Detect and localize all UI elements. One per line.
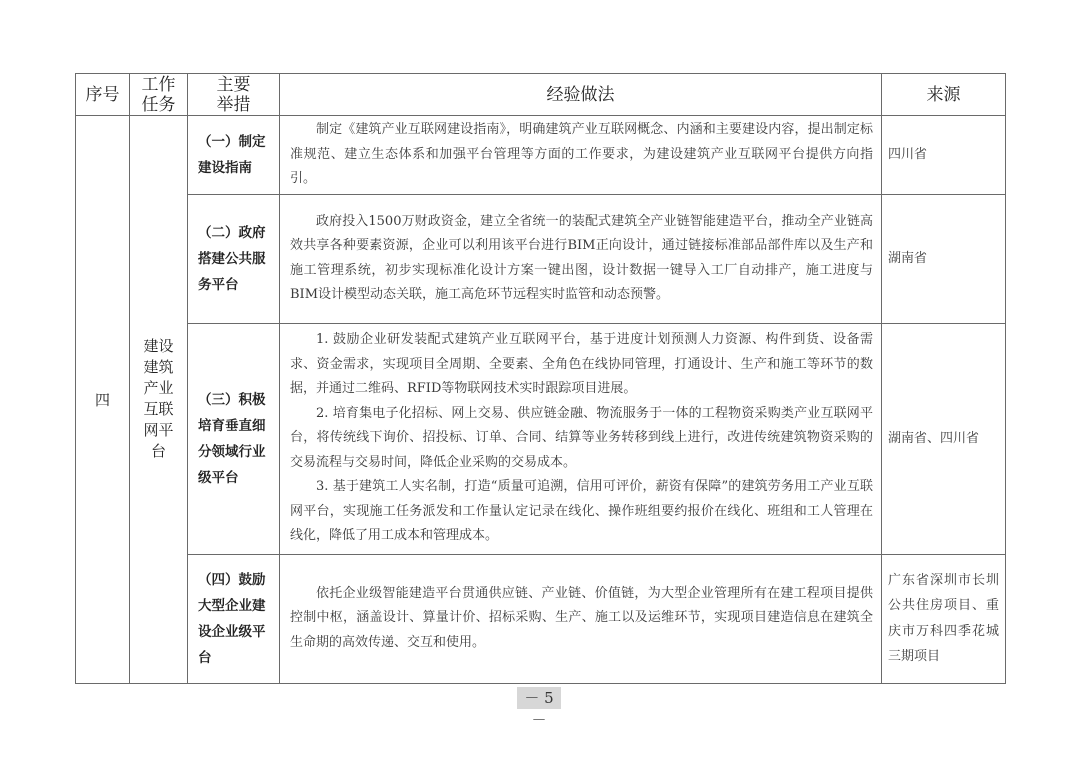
source-cell: 湖南省、四川省	[882, 323, 1006, 554]
table-row	[76, 116, 1006, 195]
practice-cell	[280, 116, 882, 195]
practice-paragraph: 3. 基于建筑工人实名制，打造“质量可追溯，信用可评价，薪资有保障”的建筑劳务用工产业互联网平台，实现施工任务派发和工作量认定记录在线化、操作班组要约报价在线化、班组和工人管理在线化，降低了用工成本和管理成本。	[290, 479, 873, 544]
practice-paragraph: 2. 培育集电子化招标、网上交易、供应链金融、物流服务于一体的工程物资采购类产业互联网平台，将传统线下询价、招投标、订单、合同、结算等业务转移到线上进行，改进传统建筑物资采购的交易流程与交易时间，降低企业采购的交易成本。	[290, 405, 873, 470]
header-measure-line1: 主要	[216, 74, 251, 95]
source-cell: 湖南省	[882, 194, 1006, 323]
task-cell	[130, 116, 188, 684]
header-task	[130, 74, 188, 116]
measure-cell: （一）制定建设指南	[188, 116, 280, 195]
practice-paragraph: 制定《建筑产业互联网建设指南》，明确建筑产业互联网概念、内涵和主要建设内容，提出制定标准规范、建立生态体系和加强平台管理等方面的工作要求，为建设建筑产业互联网平台提供方向指引。	[290, 122, 873, 186]
task-line: 建设	[143, 337, 174, 356]
header-num: 序号	[76, 74, 130, 116]
task-line: 网平	[143, 421, 174, 440]
practice-paragraph: 依托企业级智能建造平台贯通供应链、产业链、价值链，为大型企业管理所有在建工程项目提供控制中枢，涵盖设计、算量计价、招标采购、生产、施工以及运维环节，实现项目建造信息在建筑全生命期的高效传递、交互和使用。	[290, 585, 873, 650]
experience-table	[75, 73, 1006, 684]
header-measure	[188, 74, 280, 116]
practice-paragraph: 1. 鼓励企业研发装配式建筑产业互联网平台，基于进度计划预测人力资源、构件到货、设备需求、资金需求，实现项目全周期、全要素、全角色在线协同管理，打通设计、生产和施工等环节的数据，并通过二维码、RFID等物联网技术实时跟踪项目进展。	[290, 332, 873, 397]
header-practice: 经验做法	[280, 74, 882, 116]
task-line: 建筑	[143, 358, 174, 377]
measure-cell: （二）政府搭建公共服务平台	[188, 194, 280, 323]
measure-cell: （三）积极培育垂直细分领域行业级平台	[188, 323, 280, 554]
task-line: 台	[150, 442, 166, 461]
practice-cell	[280, 323, 882, 554]
header-row	[76, 74, 1006, 116]
practice-cell	[280, 554, 882, 683]
practice-cell	[280, 194, 882, 323]
header-task-line2: 任务	[141, 94, 176, 115]
source-cell: 四川省	[882, 116, 1006, 195]
header-measure-line2: 举措	[216, 94, 251, 115]
table-row	[76, 323, 1006, 554]
header-task-line1: 工作	[141, 74, 176, 95]
source-cell: 广东省深圳市长圳公共住房项目、重庆市万科四季花城三期项目	[882, 554, 1006, 683]
header-source: 来源	[882, 74, 1006, 116]
task-line: 产业	[143, 379, 174, 398]
measure-cell: （四）鼓励大型企业建设企业级平台	[188, 554, 280, 683]
page-number: － 5 －	[517, 687, 561, 709]
practice-paragraph: 政府投入1500万财政资金，建立全省统一的装配式建筑全产业链智能建造平台，推动全产业链高效共享各种要素资源，企业可以利用该平台进行BIM正向设计，通过链接标准部品部件库以及生产和施工管理系统，初步实现标准化设计方案一键出图，设计数据一键导入工厂自动排产，施工进度与BIM设计模型动态关联，施工高危环节远程实时监管和动态预警。	[290, 213, 873, 302]
table-row	[76, 194, 1006, 323]
section-number: 四	[76, 116, 130, 684]
task-line: 互联	[143, 400, 174, 419]
table-row	[76, 554, 1006, 683]
